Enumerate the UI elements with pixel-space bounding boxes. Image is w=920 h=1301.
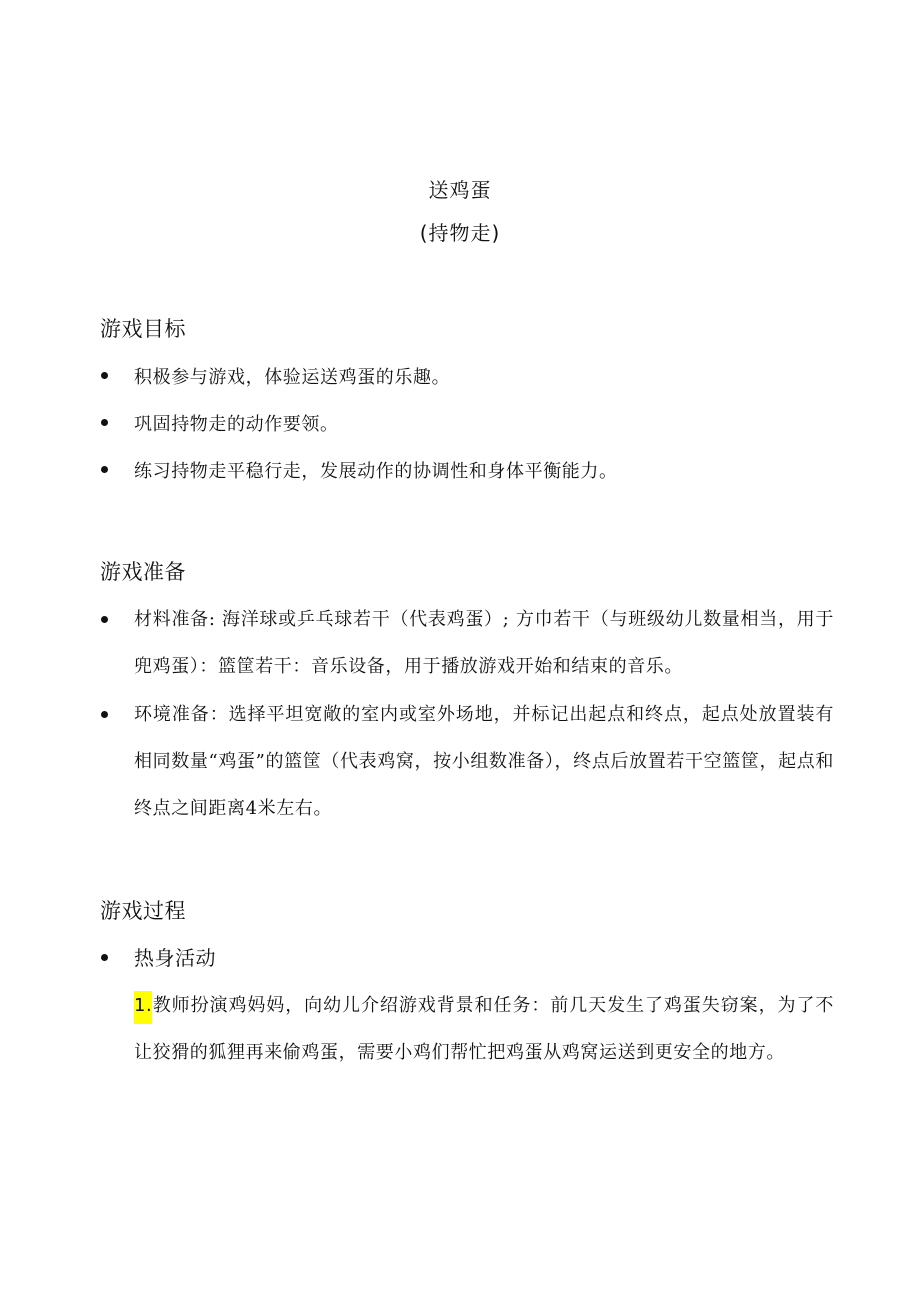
bullet-icon — [101, 419, 108, 426]
bullet-icon — [101, 372, 108, 379]
bullet-icon — [101, 616, 108, 623]
warmup-step-1 — [134, 982, 834, 1076]
document-subtitle: (持物走) — [419, 221, 501, 245]
section-heading-process: 游戏过程 — [100, 899, 186, 923]
prep-item-environment: 环境准备：选择平坦宽敞的室内或室外场地，并标记出起点和终点，起点处放置装有相同数量“鸡蛋”的篮筐（代表鸡窝，按小组数准备），终点后放置若干空篮筐，起点和终点之间距离4米左右。 — [134, 704, 834, 819]
prep-item-materials: 材料准备: 海洋球或乒乓球若干（代表鸡蛋）; 方巾若干（与班级幼儿数量相当，用于兜鸡蛋）：篮筐若干：音乐设备，用于播放游戏开始和结束的音乐。 — [134, 609, 834, 677]
bullet-icon — [101, 466, 108, 473]
step-text: 教师扮演鸡妈妈，向幼儿介绍游戏背景和任务：前几天发生了鸡蛋失窃案，为了不让狡猾的狐狸再来偷鸡蛋，需要小鸡们帮忙把鸡蛋从鸡窝运送到更安全的地方。 — [134, 995, 834, 1063]
section-heading-goals: 游戏目标 — [100, 317, 186, 341]
section-heading-preparation: 游戏准备 — [100, 560, 186, 584]
bullet-icon — [101, 954, 108, 961]
step-number: 1. — [134, 991, 152, 1024]
document-title: 送鸡蛋 — [428, 178, 492, 202]
bullet-icon — [101, 711, 108, 718]
goal-item: 巩固持物走的动作要领。 — [134, 414, 339, 435]
subheading-warmup: 热身活动 — [134, 946, 216, 970]
goal-item: 练习持物走平稳行走，发展动作的协调性和身体平衡能力。 — [134, 461, 618, 482]
goal-item: 积极参与游戏，体验运送鸡蛋的乐趣。 — [134, 367, 451, 388]
